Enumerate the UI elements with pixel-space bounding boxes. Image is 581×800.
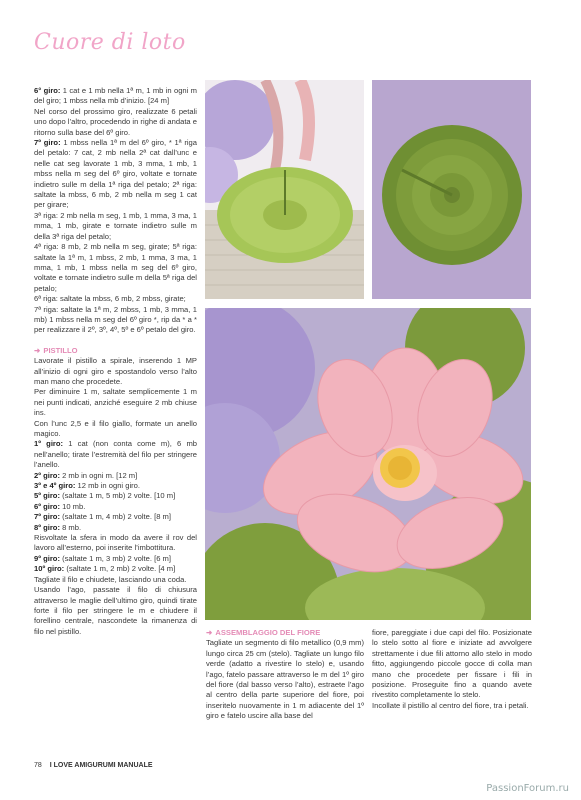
section-heading-pistillo <box>34 346 197 356</box>
instruction-text: (saltate 1 m, 4 mb) 2 volte. [8 m] <box>59 512 171 522</box>
instruction-paragraph <box>34 107 197 138</box>
instruction-paragraph <box>34 471 197 481</box>
instruction-paragraph <box>34 533 197 554</box>
round-label: 10º giro: <box>34 564 65 574</box>
instruction-paragraph <box>34 564 197 574</box>
page-number: 78 <box>34 762 42 769</box>
instruction-text: 4ª riga: 8 mb, 2 mb nella m seg, girate; 5ª riga: saltate la 1ª m, 1 mbss, 2 mb, 1 mma, 3 ma, 1 mma, 1 mb, 1 mbss nella m seg del 6º giro, voltate e tornate indietro sulle m della 5ª riga del petalo; <box>34 242 197 293</box>
instruction-text: Per diminuire 1 m, saltate semplicemente 1 m nei punti indicati, anziché eseguire 2 mb chiuse ins. <box>34 387 197 418</box>
instruction-paragraph <box>34 419 197 440</box>
middle-text-column <box>206 628 364 722</box>
round-label: 8º giro: <box>34 522 60 532</box>
watermark: PassionForum.ru <box>486 783 569 794</box>
round-label: 2º giro: <box>34 470 60 480</box>
right-paragraph-1: fiore, pareggiate i due capi del filo. Posizionate lo stelo sotto al fiore e iniziate ad avvolgere strettamente i due fili attorno allo stelo in modo fitto, aggiungendo piccole gocce di colla man mano che procedete per fissare i fili in posizione. Proseguite fino a quando avete rivestito completamente lo stelo. <box>372 628 532 700</box>
photo-green-leaf <box>372 80 531 299</box>
instruction-text: 10 mb. <box>59 501 86 511</box>
instruction-paragraph <box>34 585 197 637</box>
instruction-paragraph <box>34 512 197 522</box>
instruction-text: 7ª riga: saltate la 1ª m, 2 mbss, 1 mb, 3 mma, 1 mb) 1 mbss nella m seg del 6º giro *, rip da * a * per realizzare il 2º, 3º, 4º, 5º e 6º petalo del giro. <box>34 304 197 335</box>
instruction-text: 1 mbss nella 1ª m del 6º giro, * 1ª riga del petalo: 7 cat, 2 mb nella 2ª cat dall’unc e nelle cat seg lavorate 1 mb, 3 mma, 1 mb, 1 mbss nella m seg del 6º giro, voltate e tornate indietro sulle m della 1ª riga del petalo; 2ª riga: saltate la mbss, 6 mb, 2 mb nella m seg 1 cat per girare; <box>34 138 197 210</box>
round-label: 6º giro: <box>34 501 60 511</box>
instruction-text: (saltate 1 m, 5 mb) 2 volte. [10 m] <box>59 491 176 501</box>
instruction-paragraph <box>34 294 197 304</box>
instruction-paragraph <box>34 242 197 294</box>
instruction-text: 8 mb. <box>59 522 82 532</box>
instruction-text: Lavorate il pistillo a spirale, inserendo 1 MP all’inizio di ogni giro e spostandolo verso l’alto man mano che procedete. <box>34 356 197 386</box>
round-label: 3º e 4º giro: <box>34 481 76 491</box>
instruction-text: Tagliate il filo e chiudete, lasciando una coda. <box>34 574 187 584</box>
page-footer <box>34 762 153 769</box>
instruction-text: 6ª riga: saltate la mbss, 6 mb, 2 mbss, girate; <box>34 294 186 304</box>
instruction-paragraph <box>34 387 197 418</box>
instruction-paragraph <box>34 575 197 585</box>
section-heading-assembly: ➜ ASSEMBLAGGIO DEL FIORE <box>206 628 321 637</box>
round-label: 1º giro: <box>34 439 64 449</box>
round-label: 7º giro: <box>34 512 60 522</box>
instruction-paragraph <box>34 491 197 501</box>
instruction-paragraph <box>34 356 197 387</box>
section-heading-assembly-label: ASSEMBLAGGIO DEL FIORE <box>215 628 321 637</box>
page-title: Cuore di loto <box>34 30 186 55</box>
instruction-paragraph <box>34 502 197 512</box>
round-label: 9º giro: <box>34 553 60 563</box>
instruction-text: (saltate 1 m, 2 mb) 2 volte. [4 m] <box>64 564 176 574</box>
instruction-text: Usando l’ago, passate il filo di chiusura attraverso le maglie dell’ultimo giro, quindi tirate forte il filo per stringere le m e chiudere il forellino centrale, nascondete la rimanenza di filo nel pistillo. <box>34 585 197 636</box>
instruction-paragraph <box>34 138 197 211</box>
instruction-paragraph <box>34 86 197 107</box>
assembly-paragraph: Tagliate un segmento di filo metallico (0,9 mm) lungo circa 25 cm (stelo). Tagliate un lungo filo verde (adatto a rivestire lo stelo) e, usando l’ago, fatelo passare attraverso le m del 1º giro del fiore (dal basso verso l’alto), estraete l’ago al centro della parte superiore del fiore, poi inseritelo nuovamente in 1 m adiacente del 1º giro e fatelo uscire alla base del <box>206 638 364 721</box>
left-text-column <box>34 86 197 637</box>
right-paragraph-2: Incollate il pistillo al centro del fiore, tra i petali. <box>372 700 529 710</box>
instruction-paragraph <box>34 554 197 564</box>
instruction-text: Con l’unc 2,5 e il filo giallo, formate un anello magico. <box>34 418 197 438</box>
instruction-paragraph <box>34 305 197 336</box>
instruction-paragraph <box>34 211 197 242</box>
photo-leaf-on-pot <box>205 80 364 299</box>
photo-lotus-flower <box>205 308 531 620</box>
section-heading-label: PISTILLO <box>43 345 78 355</box>
instruction-paragraph <box>34 523 197 533</box>
instruction-text: 2 mb in ogni m. [12 m] <box>59 470 138 480</box>
arrow-icon: ➜ <box>34 345 41 355</box>
right-text-column <box>372 628 532 711</box>
instruction-text: 1 cat e 1 mb nella 1ª m, 1 mb in ogni m del giro; 1 mbss nella mb d’inizio. [24 m] <box>34 86 197 106</box>
instruction-text: 3ª riga: 2 mb nella m seg, 1 mb, 1 mma, 3 ma, 1 mma, 1 mb, girate e tornate indietro sulle m della 3ª riga del petalo; <box>34 210 197 241</box>
round-label: 6° giro: <box>34 86 61 95</box>
magazine-name: I LOVE AMIGURUMI MANUALE <box>49 762 153 769</box>
instruction-text: (saltate 1 m, 3 mb) 2 volte. [6 m] <box>59 553 171 563</box>
instruction-text: 12 mb in ogni giro. <box>75 481 141 491</box>
instruction-paragraph <box>34 481 197 491</box>
instruction-text: Risvoltate la sfera in modo da avere il rov del lavoro all’esterno, poi inserite l’imbottitura. <box>34 533 197 553</box>
instruction-text: 1 cat (non conta come m), 6 mb nell’anello; tirate l’estremità del filo per stringere l’anello. <box>34 439 197 470</box>
round-label: 7º giro: <box>34 138 61 148</box>
instruction-paragraph <box>34 439 197 470</box>
instruction-text: Nel corso del prossimo giro, realizzate 6 petali uno dopo l’altro, procedendo in righe di andata e ritorno sulla base del 6º giro. <box>34 106 197 137</box>
round-label: 5º giro: <box>34 491 60 501</box>
